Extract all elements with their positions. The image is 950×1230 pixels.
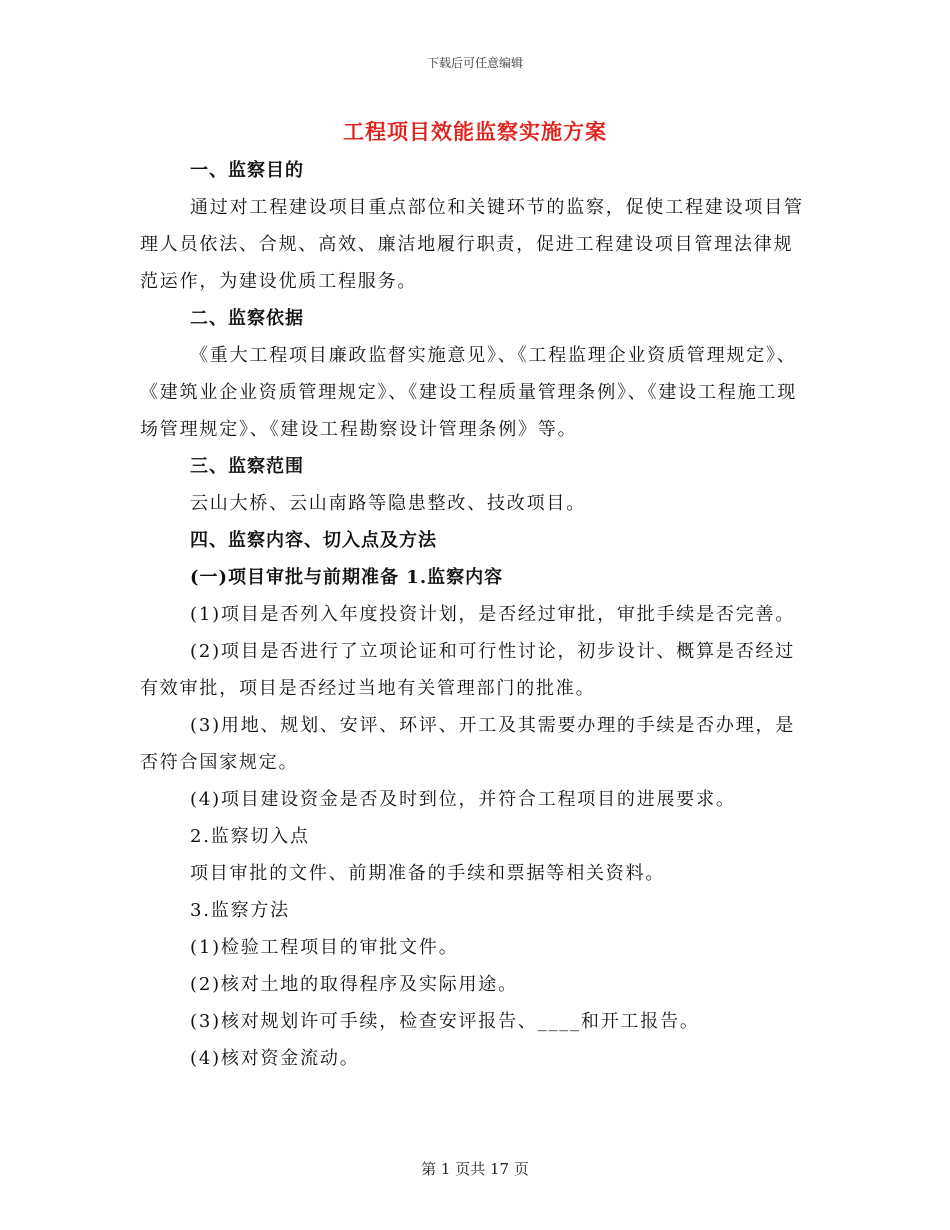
subsection-heading-entry-point: 2.监察切入点 xyxy=(190,826,310,847)
section-heading-scope: 三、监察范围 xyxy=(190,456,304,477)
list-item: (2)项目是否进行了立项论证和可行性讨论，初步设计、概算是否经过有效审批，项目是否经过当地有关管理部门的批准。 xyxy=(140,641,796,699)
subsection-text-entry-point: 项目审批的文件、前期准备的手续和票据等相关资料。 xyxy=(190,863,666,884)
list-item: (4)项目建设资金是否及时到位，并符合工程项目的进展要求。 xyxy=(190,789,736,810)
list-item: (1)项目是否列入年度投资计划，是否经过审批，审批手续是否完善。 xyxy=(190,604,796,625)
section-heading-basis: 二、监察依据 xyxy=(190,308,304,329)
subsection-heading-approval: (一)项目审批与前期准备 1.监察内容 xyxy=(190,567,504,588)
list-item: (3)核对规划许可手续，检查安评报告、____和开工报告。 xyxy=(190,1011,700,1032)
section-heading-content: 四、监察内容、切入点及方法 xyxy=(190,530,437,551)
page-footer-number: 第 1 页共 17 页 xyxy=(421,1160,529,1178)
subsection-heading-method: 3.监察方法 xyxy=(190,900,290,921)
section-text-scope: 云山大桥、云山南路等隐患整改、技改项目。 xyxy=(190,493,586,514)
section-heading-purpose: 一、监察目的 xyxy=(190,160,304,181)
document-title: 工程项目效能监察实施方案 xyxy=(343,119,607,144)
list-item: (3)用地、规划、安评、环评、开工及其需要办理的手续是否办理，是否符合国家规定。 xyxy=(140,715,796,773)
page-header-note: 下载后可任意编辑 xyxy=(426,56,523,70)
list-item: (2)核对土地的取得程序及实际用途。 xyxy=(190,974,518,995)
document-body xyxy=(140,152,808,1077)
section-text-basis: 《重大工程项目廉政监督实施意见》、《工程监理企业资质管理规定》、《建筑业企业资质管理规定》、《建设工程质量管理条例》、《建设工程施工现场管理规定》、《建设工程勘察设计管理条例》等。 xyxy=(140,345,797,440)
section-text-purpose: 通过对工程建设项目重点部位和关键环节的监察，促使工程建设项目管理人员依法、合规、高效、廉洁地履行职责，促进工程建设项目管理法律规范运作，为建设优质工程服务。 xyxy=(140,197,804,292)
list-item: (4)核对资金流动。 xyxy=(190,1048,360,1069)
list-item: (1)检验工程项目的审批文件。 xyxy=(190,937,459,958)
